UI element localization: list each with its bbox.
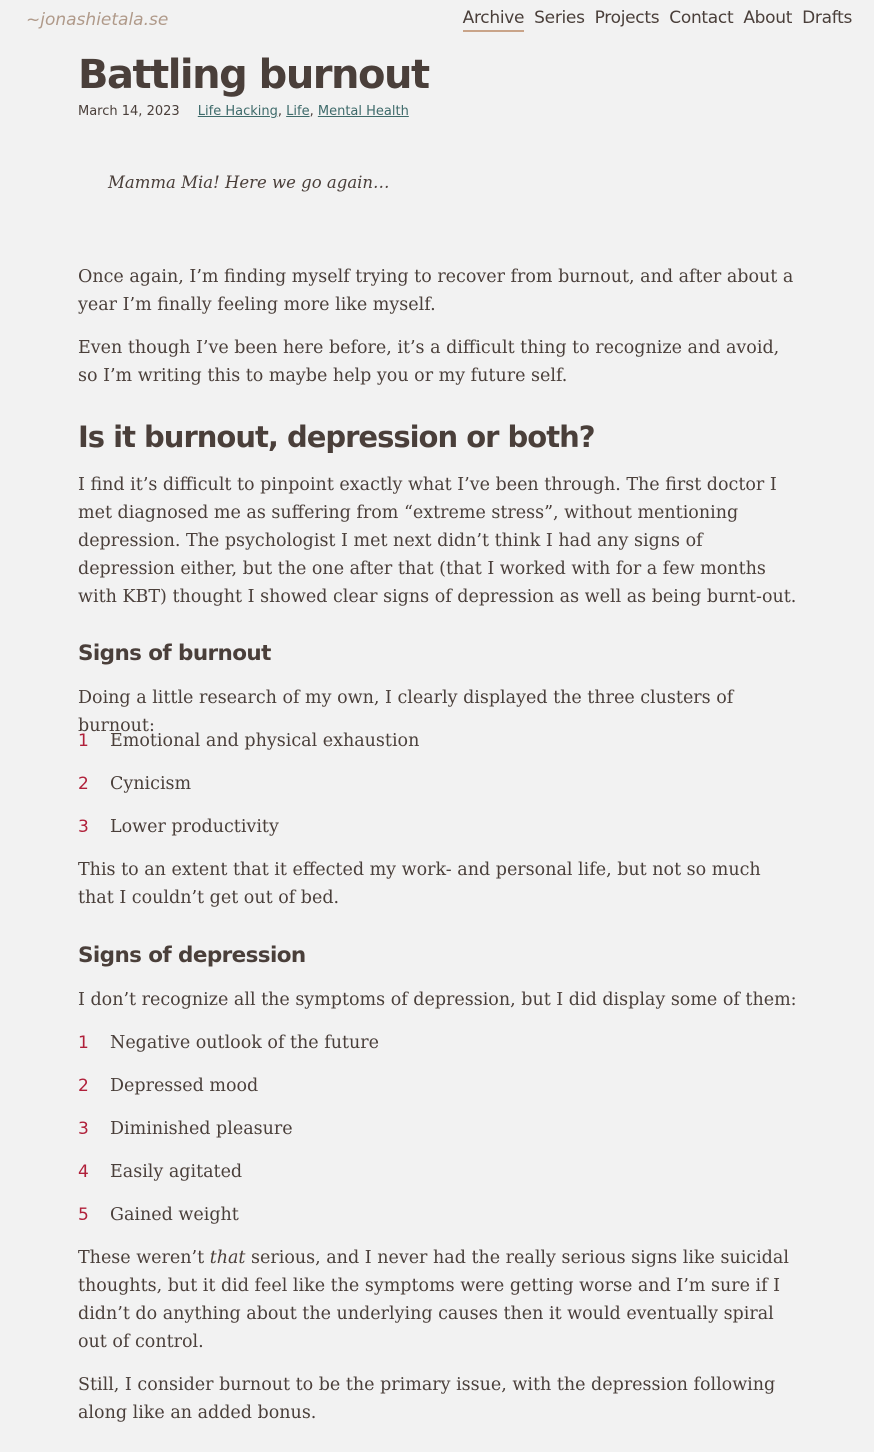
tag-mental-health[interactable]: Mental Health (317, 104, 409, 119)
main-nav (463, 8, 852, 32)
paragraph-1: Once again, I’m finding myself trying to recover from burnout, and after about a year I’m finally feeling more like myself. (78, 267, 794, 315)
epigraph-quote: Mamma Mia! Here we go again… (108, 173, 390, 192)
site-header (0, 0, 874, 44)
tag-life[interactable]: Life (286, 104, 310, 119)
paragraph-6: I don’t recognize all the symptoms of depression, but I did display some of them: (78, 990, 797, 1010)
nav-contact[interactable]: Contact (669, 8, 734, 28)
list-item: 1 Emotional and physical exhaustion (78, 731, 420, 751)
nav-projects[interactable]: Projects (594, 8, 660, 28)
list-item-text: Lower productivity (110, 817, 279, 837)
list-item: 5 Gained weight (78, 1205, 239, 1225)
paragraph-4: Doing a little research of my own, I clearly displayed the three clusters of burnout: (78, 688, 734, 736)
list-item-text: Cynicism (110, 774, 192, 794)
post-meta: March 14, 2023 Life Hacking, Life, Mental Health (78, 104, 409, 119)
paragraph-8: Still, I consider burnout to be the primary issue, with the depression following along like an added bonus. (78, 1375, 776, 1423)
post-title: Battling burnout (78, 52, 429, 98)
paragraph-2: Even though I’ve been here before, it’s a difficult thing to recognize and avoid, so I’m writing this to maybe help you or my future self. (78, 338, 780, 386)
paragraph-7-emphasis: that (209, 1248, 246, 1268)
paragraph-5: This to an extent that it effected my work- and personal life, but not so much that I couldn’t get out of bed. (78, 860, 761, 908)
list-item: 4 Easily agitated (78, 1162, 243, 1182)
list-item-text: Diminished pleasure (110, 1119, 293, 1139)
list-item: 3 Diminished pleasure (78, 1119, 293, 1139)
paragraph-3: I find it’s difficult to pinpoint exactly what I’ve been through. The first doctor I met diagnosed me as suffering from “extreme stress”, without mentioning depression. The psychologist I met next didn’t think I had any signs of depression either, but the one after that (that I worked with for a few months with KBT) thought I showed clear signs of depression as well as being burnt-out. (78, 475, 797, 607)
tag-life-hacking[interactable]: Life Hacking (197, 104, 278, 119)
list-item-text: Easily agitated (110, 1162, 243, 1182)
subheading-burnout: Signs of burnout (78, 641, 271, 666)
nav-about[interactable]: About (743, 8, 793, 28)
list-item-text: Negative outlook of the future (110, 1033, 379, 1053)
list-item-text: Depressed mood (110, 1076, 259, 1096)
post-date: March 14, 2023 (78, 104, 180, 119)
nav-archive[interactable]: Archive (463, 8, 525, 32)
list-item: 2 Cynicism (78, 774, 192, 794)
section-heading: Is it burnout, depression or both? (78, 420, 595, 454)
list-item: 2 Depressed mood (78, 1076, 259, 1096)
nav-drafts[interactable]: Drafts (802, 8, 852, 28)
paragraph-7 (78, 1244, 802, 1356)
paragraph-7-end: serious, and I never had the really serious signs like suicidal thoughts, but it did feel like the symptoms were getting worse and I’m sure if I didn’t do anything about the underlying causes then it would eventually spiral out of control. (78, 1248, 789, 1352)
paragraph-7-start: These weren’t (78, 1248, 210, 1268)
list-item: 3 Lower productivity (78, 817, 279, 837)
list-item-text: Emotional and physical exhaustion (110, 731, 420, 751)
subheading-depression: Signs of depression (78, 943, 306, 968)
list-item: 1 Negative outlook of the future (78, 1033, 379, 1053)
list-item-text: Gained weight (110, 1205, 239, 1225)
nav-series[interactable]: Series (534, 8, 585, 28)
site-logo-link[interactable]: ~jonashietala.se (26, 10, 169, 30)
